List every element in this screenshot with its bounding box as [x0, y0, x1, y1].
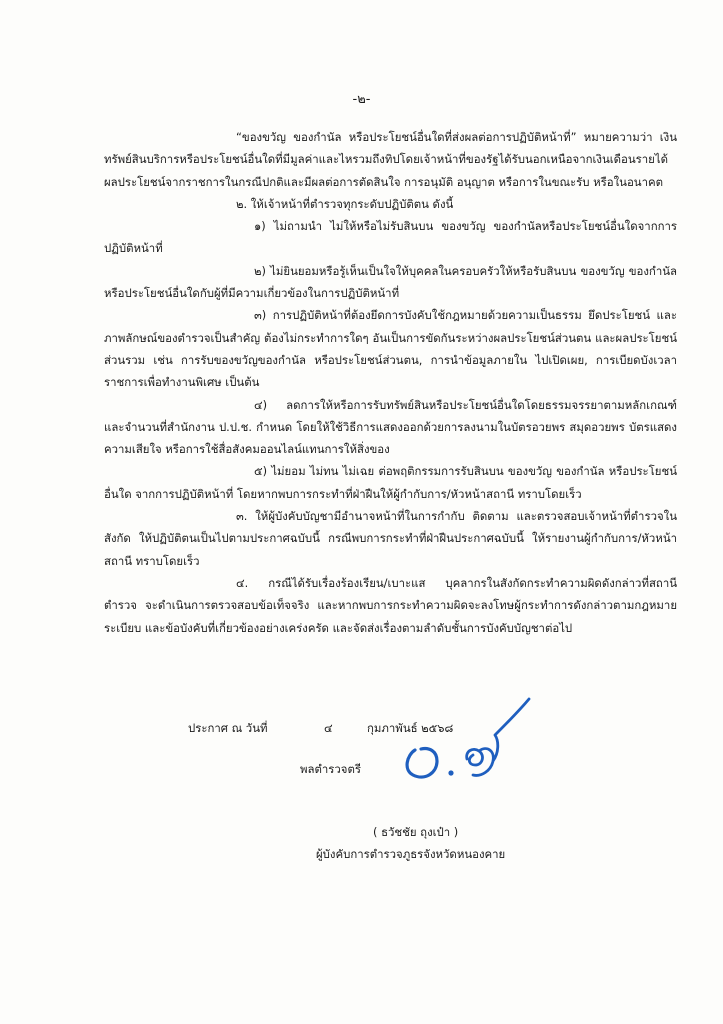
section-3-paragraph: ๓. ให้ผู้บังคับบัญชามีอำนาจหน้าที่ในการกำกับ ติดตาม และตรวจสอบเจ้าหน้าที่ตำรวจในสังกัด ให้ปฏิบัติตนเป็นไปตามประกาศฉบับนี้ กรณีพบการกระทำที่ฝ่าฝืนประกาศฉบับนี้ ให้รายงานผู้กำกับการ/หัวหน้าสถานี ทราบโดยเร็ว [104, 509, 677, 568]
page-number: -๒- [352, 92, 371, 107]
section-2-heading: ๒. ให้เจ้าหน้าที่ตำรวจทุกระดับปฏิบัติตน ดังนี้ [236, 196, 454, 211]
definition-paragraph: “ของขวัญ ของกำนัล หรือประโยชน์อื่นใดที่ส่งผลต่อการปฏิบัติหน้าที่” หมายความว่า เงินทรัพย์สินบริการหรือประโยชน์อื่นใดที่มีมูลค่าและไหรวมถึงทิปโดยเจ้าหน้าที่ของรัฐได้รับนอกเหนือจากเงินเดือนรายได้ผลประโยชน์จากราชการในกรณีปกติและมีผลต่อการตัดสินใจ การอนุมัติ อนุญาต หรือการในขณะรับ หรือในอนาคต [104, 130, 677, 189]
announce-month-year: กุมภาพันธ์ ๒๕๖๘ [367, 721, 454, 735]
announce-label: ประกาศ ณ วันที่ [188, 721, 268, 735]
signer-position: ผู้บังคับการตำรวจภูธรจังหวัดหนองคาย [316, 847, 506, 861]
section-2-item-4: ๔) ลดการให้หรือการรับทรัพย์สินหรือประโยชน์อื่นใดโดยธรรมจรรยาตามหลักเกณฑ์ และจำนวนที่สำนักงาน ป.ป.ช. กำหนด โดยให้ใช้วิธีการแสดงออกด้วยการลงนามในบัตรอวยพร สมุดอวยพร บัตรแสดงความเสียใจ หรือการใช้สื่อสังคมออนไลน์แทนการให้สิ่งของ [104, 397, 677, 457]
document-body [104, 126, 677, 639]
signer-name: ( ธวัชชัย ถุงเป๋า ) [373, 825, 459, 839]
signer-rank: พลตำรวจตรี [300, 762, 361, 776]
section-2-item-2: ๒) ไม่ยินยอมหรือรู้เห็นเป็นใจให้บุคคลในครอบครัวให้หรือรับสินบน ของขวัญ ของกำนัล หรือประโยชน์อื่นใดกับผู้ที่มีความเกี่ยวข้องในการปฏิบัติหน้าที่ [104, 263, 677, 301]
section-2-item-5: ๕) ไม่ยอม ไม่ทน ไม่เฉย ต่อพฤติกรรมการรับสินบน ของขวัญ ของกำนัล หรือประโยชน์อื่นใด จากการปฏิบัติหน้าที่ โดยหากพบการกระทำที่ฝ่าฝืนให้ผู้กำกับการ/หัวหน้าสถานี ทราบโดยเร็ว [104, 464, 677, 501]
handwritten-signature [395, 695, 535, 785]
section-4-paragraph: ๔. กรณีได้รับเรื่องร้องเรียน/เบาะแส บุคลากรในสังกัดกระทำความผิดดังกล่าวที่สถานีตำรวจ จะดำเนินการตรวจสอบข้อเท็จจริง และหากพบการกระทำความผิดจะลงโทษผู้กระทำการดังกล่าวตามกฎหมาย ระเบียบ และข้อบังคับที่เกี่ยวข้องอย่างเคร่งครัด และจัดส่งเรื่องตามลำดับชั้นการบังคับบัญชาต่อไป [104, 575, 677, 635]
section-2-item-3: ๓) การปฏิบัติหน้าที่ต้องยึดการบังคับใช้กฎหมายด้วยความเป็นธรรม ยึดประโยชน์ และภาพลักษณ์ของตำรวจเป็นสำคัญ ต้องไม่กระทำการใดๆ อันเป็นการขัดกันระหว่างผลประโยชน์ส่วนตน และผลประโยชน์ส่วนรวม เช่น การรับของขวัญของกำนัล หรือประโยชน์ส่วนตน, การนำข้อมูลภายใน ไปเปิดเผย, การเบียดบังเวลาราชการเพื่อทำงานพิเศษ เป็นต้น [104, 308, 677, 390]
announce-day: ๔ [324, 721, 333, 735]
section-2-item-1: ๑) ไม่ถามนำ ไม่ให้หรือไม่รับสินบน ของขวัญ ของกำนัลหรือประโยชน์อื่นใดจากการปฏิบัติหน้าที่ [104, 219, 677, 256]
